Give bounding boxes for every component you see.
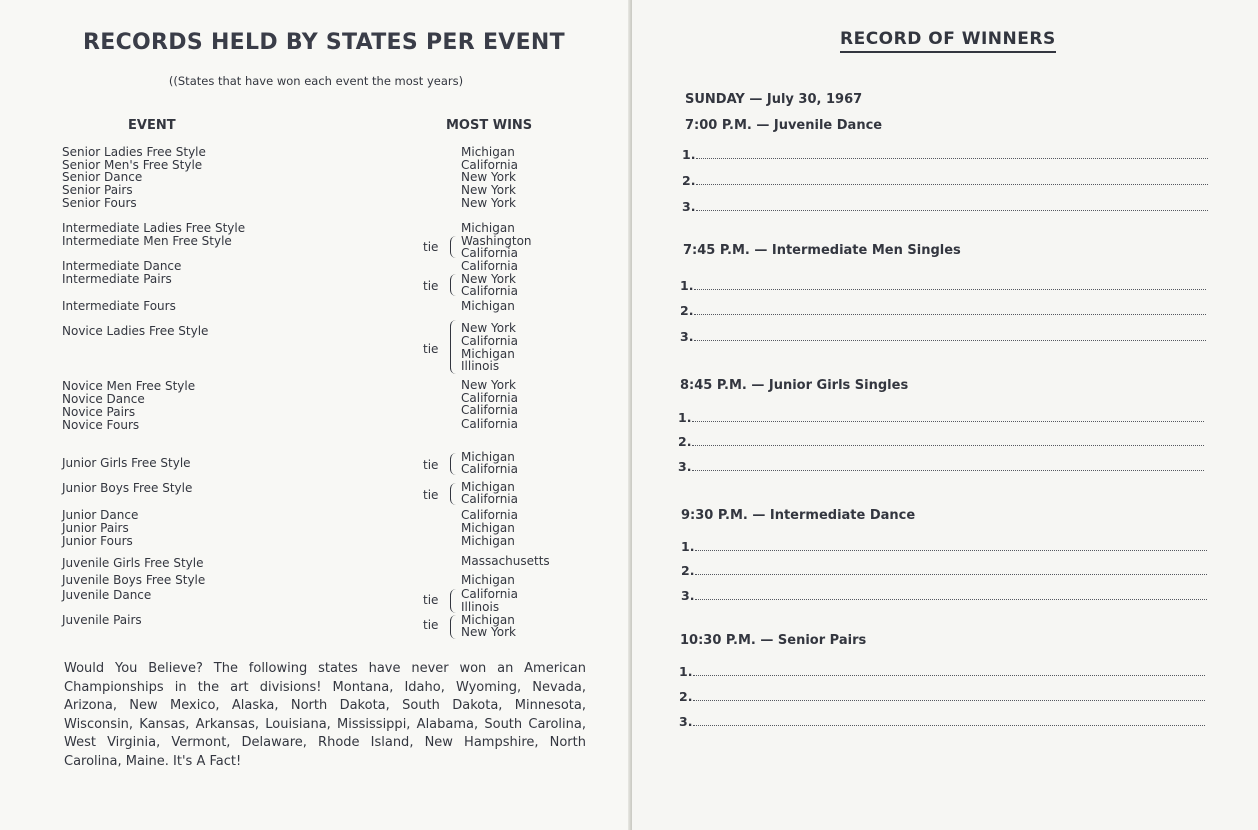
winner-line[interactable]	[682, 147, 1208, 161]
state-name: Michigan	[461, 480, 515, 494]
state-name: Michigan	[461, 145, 515, 159]
event-name: Junior Girls Free Style	[62, 456, 191, 470]
event-name: Intermediate Dance	[62, 259, 182, 273]
dotted-line	[693, 700, 1205, 701]
winner-line[interactable]	[680, 329, 1206, 343]
tie-label: tie	[423, 618, 439, 632]
event-name: Junior Boys Free Style	[62, 481, 193, 495]
winner-line[interactable]	[680, 303, 1206, 317]
event-name: Senior Fours	[62, 196, 137, 210]
event-name: Senior Ladies Free Style	[62, 145, 206, 159]
place-number: 1.	[680, 278, 694, 293]
tie-label: tie	[423, 279, 439, 293]
state-name: Michigan	[461, 613, 515, 627]
place-number: 2.	[681, 563, 695, 578]
event-name: Novice Men Free Style	[62, 379, 196, 393]
state-name: New York	[461, 272, 516, 286]
event-name: Senior Pairs	[62, 183, 133, 197]
winner-line[interactable]	[679, 689, 1205, 703]
event-name: Novice Ladies Free Style	[62, 324, 209, 338]
dotted-line	[692, 445, 1204, 446]
page-title: RECORDS HELD BY STATES PER EVENT	[83, 30, 565, 55]
event-name: Juvenile Pairs	[62, 613, 142, 627]
event-name: Junior Fours	[62, 534, 133, 548]
place-number: 3.	[680, 329, 694, 344]
winner-line[interactable]	[680, 278, 1206, 292]
state-name: Michigan	[461, 347, 515, 361]
place-number: 2.	[682, 173, 696, 188]
dotted-line	[696, 158, 1208, 159]
tie-brace	[450, 589, 456, 613]
state-name: California	[461, 492, 518, 506]
winner-line[interactable]	[679, 664, 1205, 678]
dotted-line	[692, 470, 1204, 471]
day-heading: SUNDAY — July 30, 1967	[685, 92, 863, 107]
dotted-line	[694, 340, 1206, 341]
state-name: California	[461, 158, 518, 172]
event-name: Intermediate Men Free Style	[62, 234, 232, 248]
event-name: Junior Pairs	[62, 521, 129, 535]
winner-line[interactable]	[681, 563, 1207, 577]
state-name: New York	[461, 196, 516, 210]
state-name: Michigan	[461, 221, 515, 235]
tie-label: tie	[423, 458, 439, 472]
place-number: 3.	[682, 199, 696, 214]
tie-brace	[450, 615, 456, 639]
slot-title: 7:45 P.M. — Intermediate Men Singles	[683, 243, 961, 258]
event-name: Juvenile Girls Free Style	[62, 556, 204, 570]
most-wins-column-header: MOST WINS	[446, 118, 533, 133]
winner-line[interactable]	[678, 459, 1204, 473]
dotted-line	[693, 675, 1205, 676]
tie-label: tie	[423, 342, 439, 356]
state-name: Michigan	[461, 534, 515, 548]
tie-label: tie	[423, 240, 439, 254]
event-name: Novice Pairs	[62, 405, 136, 419]
state-name: Michigan	[461, 450, 515, 464]
place-number: 2.	[679, 689, 693, 704]
dotted-line	[692, 421, 1204, 422]
state-name: California	[461, 391, 518, 405]
state-name: California	[461, 284, 518, 298]
tie-brace	[450, 483, 456, 505]
event-name: Junior Dance	[62, 508, 139, 522]
event-name: Juvenile Boys Free Style	[62, 573, 206, 587]
place-number: 1.	[679, 664, 693, 679]
state-name: Massachusetts	[461, 554, 550, 568]
winner-line[interactable]	[681, 539, 1207, 553]
state-name: New York	[461, 321, 516, 335]
winner-line[interactable]	[678, 410, 1204, 424]
state-name: New York	[461, 378, 516, 392]
state-name: California	[461, 259, 518, 273]
slot-title: 9:30 P.M. — Intermediate Dance	[681, 508, 916, 523]
event-name: Senior Men's Free Style	[62, 158, 203, 172]
tie-brace	[450, 320, 456, 374]
event-name: Juvenile Dance	[62, 588, 152, 602]
slot-title: 10:30 P.M. — Senior Pairs	[680, 633, 867, 648]
place-number: 1.	[678, 410, 692, 425]
tie-label: tie	[423, 488, 439, 502]
state-name: New York	[461, 170, 516, 184]
place-number: 1.	[682, 147, 696, 162]
event-name: Intermediate Fours	[62, 299, 176, 313]
footer-note: Would You Believe? The following states have never won an American Championships in the art divisions! Montana, Idaho, Wyoming, Nevada, Arizona, New Mexico, Alaska, North Dakota, South Dakota, Minnesota, Wisconsin, Kansas, Arkansas, Louisiana, Mississippi, Alabama, South Carolina, West Virginia, Vermont, Delaware, Rhode Island, New Hampshire, North Carolina, Maine. It's A Fact!	[64, 661, 586, 769]
place-number: 2.	[680, 303, 694, 318]
state-name: California	[461, 462, 518, 476]
slot-title: 8:45 P.M. — Junior Girls Singles	[680, 378, 909, 393]
state-name: California	[461, 246, 518, 260]
page-subtitle: ((States that have won each event the most years)	[168, 74, 464, 88]
tie-label: tie	[423, 593, 439, 607]
state-name: Michigan	[461, 573, 515, 587]
dotted-line	[693, 725, 1205, 726]
state-name: Michigan	[461, 521, 515, 535]
winner-line[interactable]	[682, 199, 1208, 213]
place-number: 1.	[681, 539, 695, 554]
state-name: Illinois	[461, 600, 500, 614]
dotted-line	[694, 289, 1206, 290]
winner-line[interactable]	[681, 588, 1207, 602]
state-name: California	[461, 417, 518, 431]
event-name: Intermediate Pairs	[62, 272, 172, 286]
winner-line[interactable]	[678, 434, 1204, 448]
state-name: Illinois	[461, 359, 500, 373]
place-number: 3.	[679, 714, 693, 729]
event-column-header: EVENT	[128, 118, 176, 133]
place-number: 3.	[681, 588, 695, 603]
event-name: Senior Dance	[62, 170, 143, 184]
place-number: 3.	[678, 459, 692, 474]
dotted-line	[696, 210, 1208, 211]
tie-brace	[450, 274, 456, 296]
dotted-line	[695, 599, 1207, 600]
place-number: 2.	[678, 434, 692, 449]
dotted-line	[695, 574, 1207, 575]
dotted-line	[694, 314, 1206, 315]
dotted-line	[695, 550, 1207, 551]
event-name: Intermediate Ladies Free Style	[62, 221, 246, 235]
slot-title: 7:00 P.M. — Juvenile Dance	[685, 118, 883, 133]
state-name: California	[461, 508, 518, 522]
event-name: Novice Dance	[62, 392, 145, 406]
record-title: RECORD OF WINNERS	[840, 29, 1056, 53]
state-name: Michigan	[461, 299, 515, 313]
winner-line[interactable]	[682, 173, 1208, 187]
state-name: California	[461, 403, 518, 417]
state-name: Washington	[461, 234, 532, 248]
state-name: New York	[461, 625, 516, 639]
state-name: California	[461, 334, 518, 348]
dotted-line	[696, 184, 1208, 185]
event-name: Novice Fours	[62, 418, 140, 432]
tie-brace	[450, 236, 456, 258]
tie-brace	[450, 453, 456, 475]
winner-line[interactable]	[679, 714, 1205, 728]
state-name: New York	[461, 183, 516, 197]
state-name: California	[461, 587, 518, 601]
